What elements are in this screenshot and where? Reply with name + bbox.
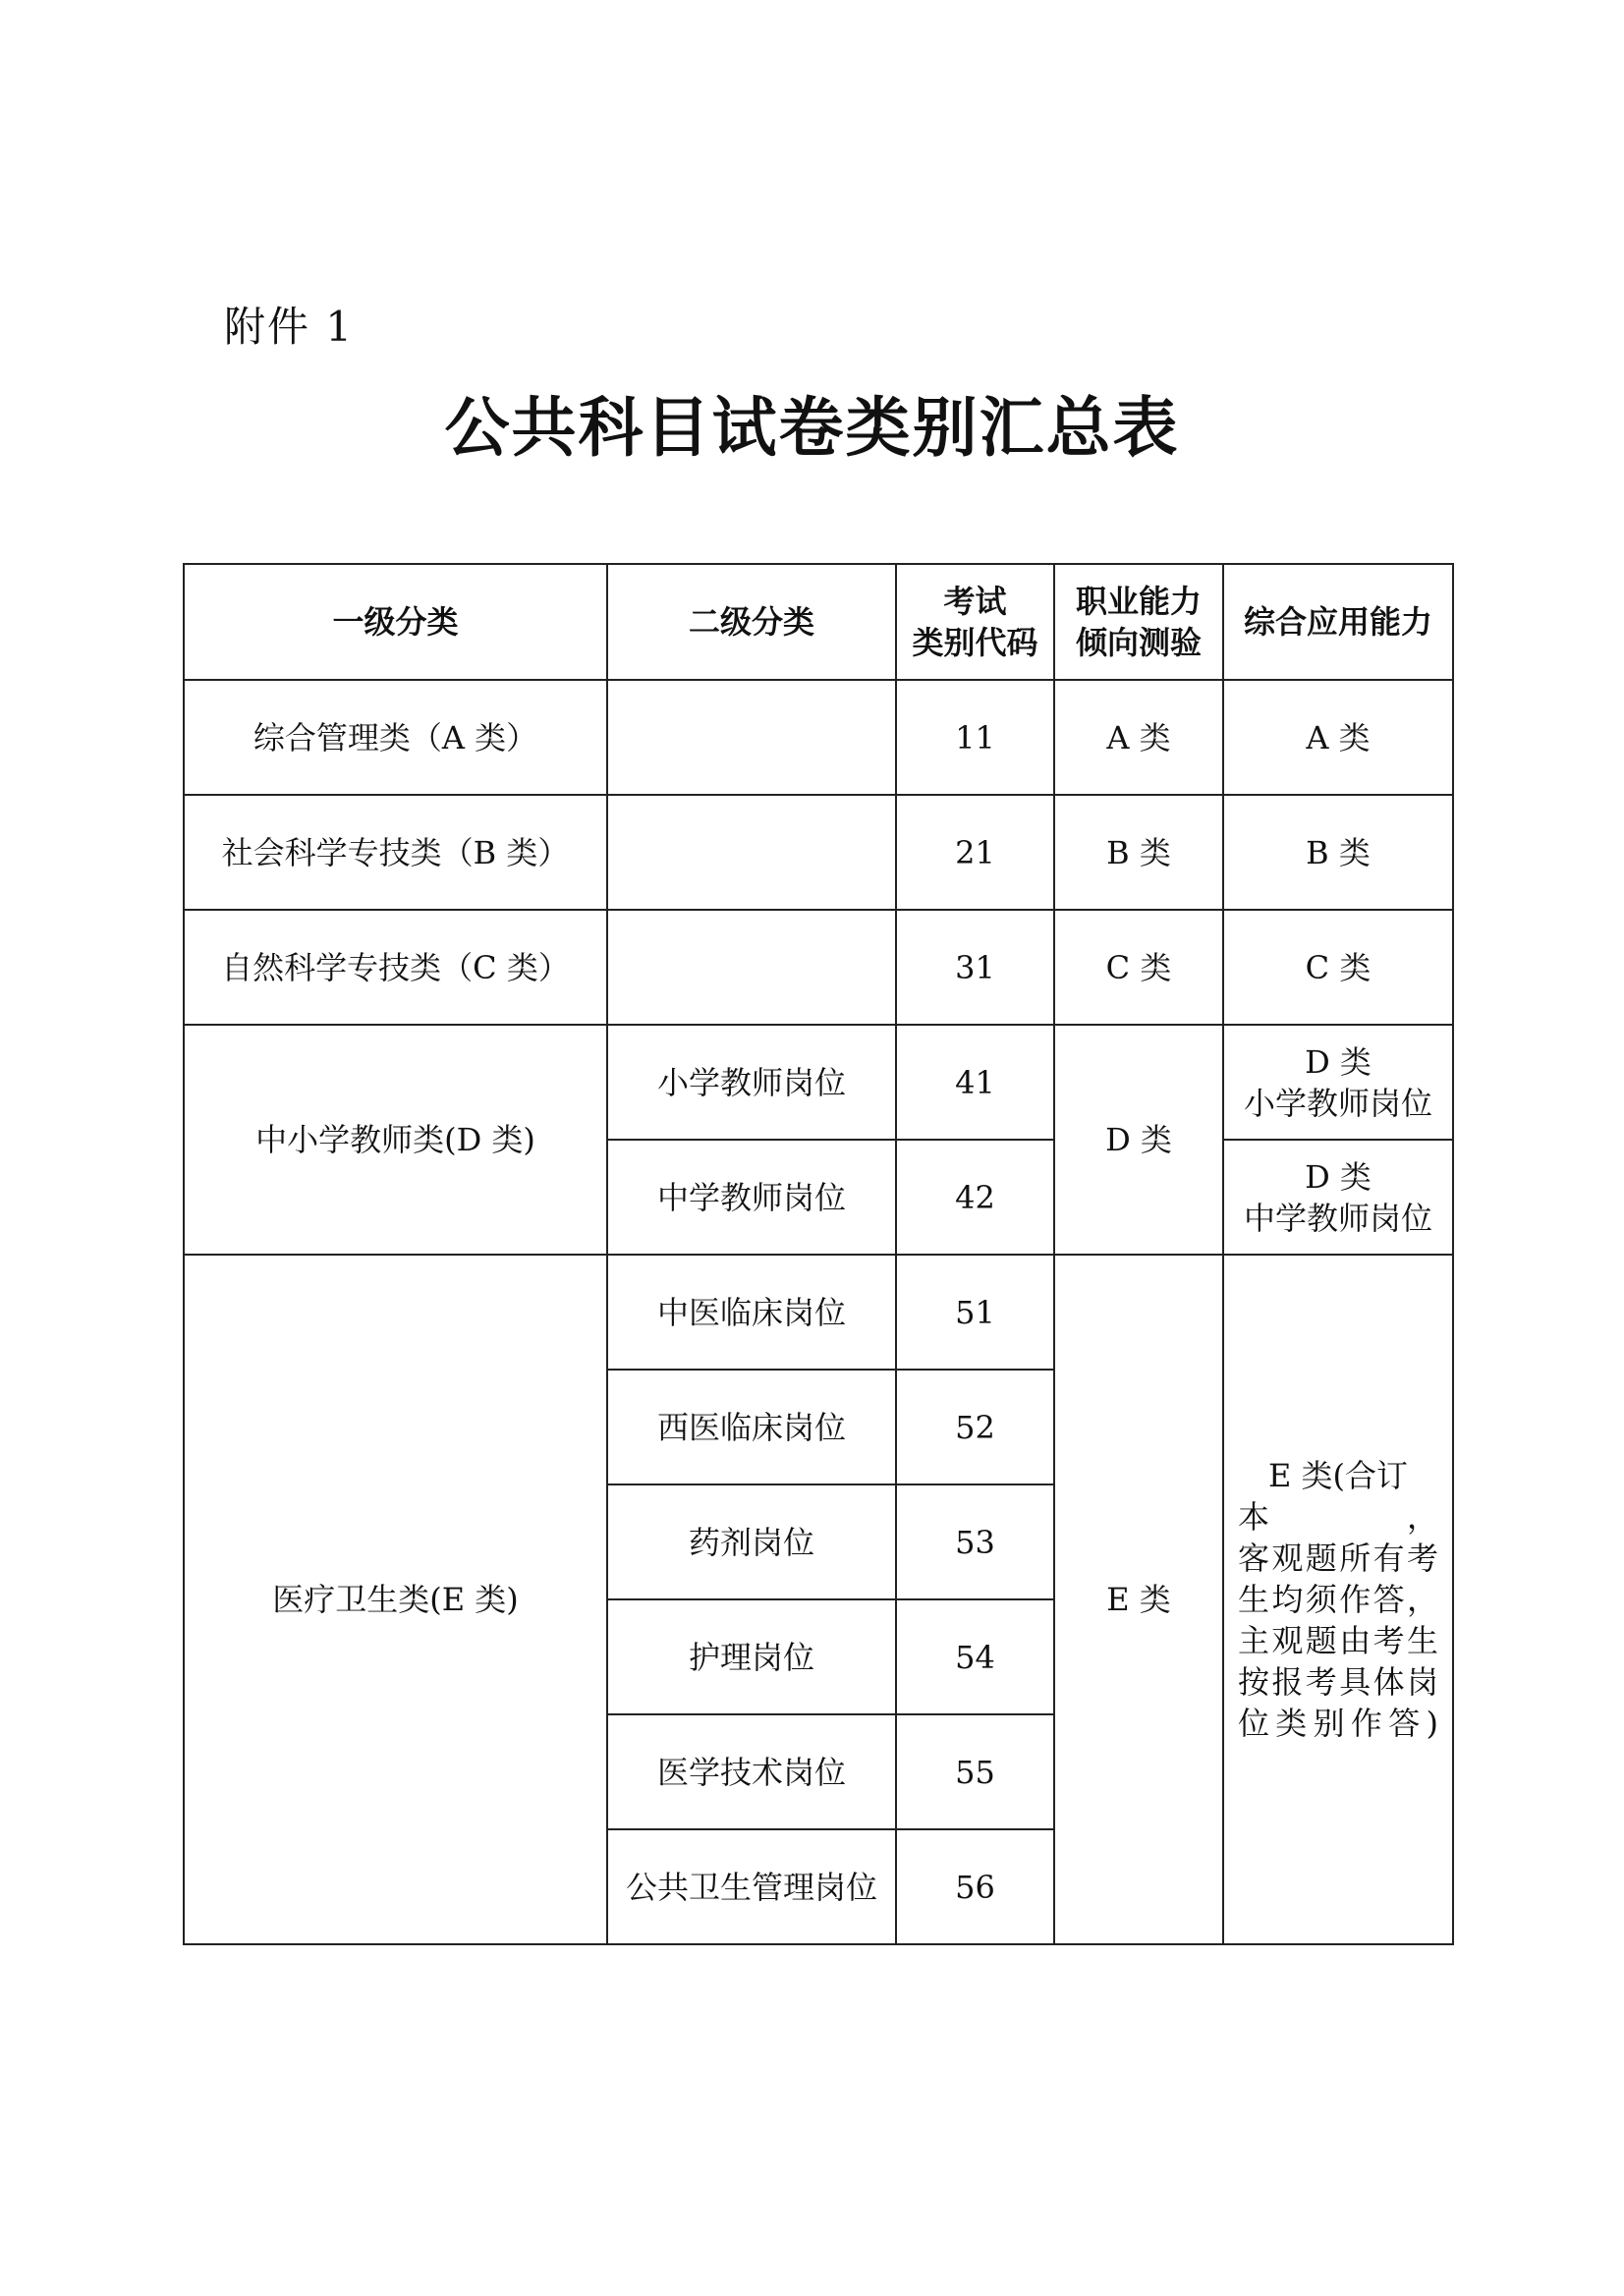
header-application: 综合应用能力: [1223, 564, 1453, 680]
application-note-line: 主观题由考生: [1238, 1622, 1438, 1659]
cell-level2: 医学技术岗位: [607, 1714, 896, 1829]
cell-level2: 中医临床岗位: [607, 1255, 896, 1370]
cell-application: [1223, 1025, 1453, 1140]
application-line1: D 类: [1305, 1042, 1372, 1081]
table-row: [184, 680, 1453, 795]
table-row: [184, 910, 1453, 1025]
application-note-line: 生均须作答，: [1238, 1581, 1438, 1618]
cell-application: A 类: [1223, 680, 1453, 795]
header-aptitude-line1: 职业能力: [1075, 583, 1202, 620]
header-code-line1: 考试: [943, 583, 1007, 620]
cell-level1: 自然科学专技类（C 类）: [184, 910, 607, 1025]
cell-level1: 综合管理类（A 类）: [184, 680, 607, 795]
header-code-line2: 类别代码: [912, 624, 1038, 661]
cell-level1: 社会科学专技类（B 类）: [184, 795, 607, 910]
application-note-line: 位类别作答): [1238, 1705, 1438, 1742]
table-row: [184, 1255, 1453, 1370]
cell-aptitude-group-e: E 类: [1054, 1255, 1223, 1944]
cell-level2: 公共卫生管理岗位: [607, 1829, 896, 1944]
cell-application: B 类: [1223, 795, 1453, 910]
application-line2: 小学教师岗位: [1243, 1084, 1432, 1122]
cell-code: 51: [896, 1255, 1054, 1370]
header-level2: 二级分类: [607, 564, 896, 680]
cell-level2: 药剂岗位: [607, 1484, 896, 1599]
cell-level2: 护理岗位: [607, 1599, 896, 1714]
cell-code: 56: [896, 1829, 1054, 1944]
cell-level1-group-d: 中小学教师类(D 类): [184, 1025, 607, 1255]
cell-level2: [607, 680, 896, 795]
cell-level2: 小学教师岗位: [607, 1025, 896, 1140]
cell-code: 52: [896, 1370, 1054, 1484]
cell-level2: [607, 795, 896, 910]
exam-category-table: [183, 563, 1454, 1945]
cell-code: 41: [896, 1025, 1054, 1140]
attachment-label: 附件 1: [224, 303, 355, 351]
header-level1: 一级分类: [184, 564, 607, 680]
cell-code: 42: [896, 1140, 1054, 1255]
header-aptitude-line2: 倾向测验: [1075, 624, 1202, 661]
cell-aptitude: B 类: [1054, 795, 1223, 910]
application-line2: 中学教师岗位: [1243, 1199, 1432, 1237]
cell-level2: [607, 910, 896, 1025]
cell-code: 55: [896, 1714, 1054, 1829]
cell-application: [1223, 1140, 1453, 1255]
application-note-line: 客观题所有考: [1238, 1540, 1438, 1577]
cell-application: C 类: [1223, 910, 1453, 1025]
table-row: [184, 795, 1453, 910]
cell-level2: 中学教师岗位: [607, 1140, 896, 1255]
application-note-line: 按报考具体岗: [1238, 1663, 1438, 1701]
cell-aptitude-group-d: D 类: [1054, 1025, 1223, 1255]
cell-level1-group-e: 医疗卫生类(E 类): [184, 1255, 607, 1944]
cell-code: 53: [896, 1484, 1054, 1599]
document-title: 公共科目试卷类别汇总表: [444, 389, 1180, 466]
table-row: [184, 1025, 1453, 1140]
cell-application-group-e: [1223, 1255, 1453, 1944]
cell-aptitude: A 类: [1054, 680, 1223, 795]
cell-aptitude: C 类: [1054, 910, 1223, 1025]
cell-code: 11: [896, 680, 1054, 795]
application-line1: D 类: [1305, 1157, 1372, 1196]
application-note-line: E 类(合订本，: [1238, 1457, 1438, 1536]
cell-code: 54: [896, 1599, 1054, 1714]
table-header-row: [184, 564, 1453, 680]
cell-code: 21: [896, 795, 1054, 910]
cell-level2: 西医临床岗位: [607, 1370, 896, 1484]
header-code: [896, 564, 1054, 680]
header-aptitude: [1054, 564, 1223, 680]
cell-code: 31: [896, 910, 1054, 1025]
